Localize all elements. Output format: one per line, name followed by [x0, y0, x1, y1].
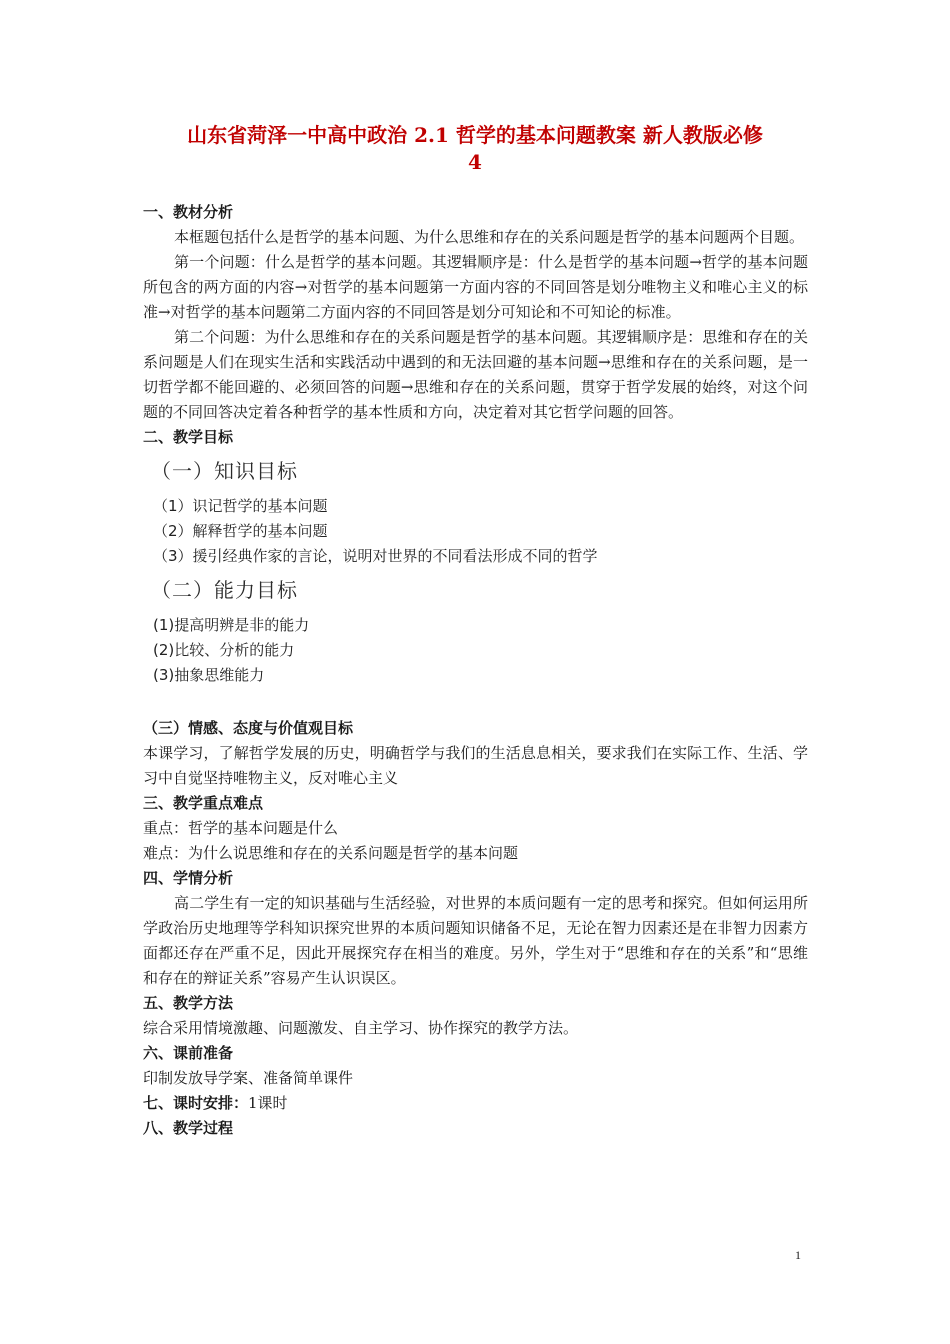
difficulty-text: 难点：为什么说思维和存在的关系问题是哲学的基本问题 [143, 844, 519, 862]
ability-item: (2)比较、分析的能力 [153, 641, 295, 659]
emotion-objectives-text: 本课学习，了解哲学发展的历史，明确哲学与我们的生活息息相关，要求我们在实际工作、生活、学习中自觉坚持唯物主义，反对唯心主义 [143, 744, 808, 787]
title-line-1: 山东省菏泽一中高中政治 2.1 哲学的基本问题教案 新人教版必修 [187, 123, 763, 147]
knowledge-item: （2）解释哲学的基本问题 [153, 522, 328, 540]
section-heading-key-points: 三、教学重点难点 [143, 794, 264, 812]
page-number: 1 [795, 1248, 801, 1262]
key-point-text: 重点：哲学的基本问题是什么 [143, 819, 339, 837]
ability-objectives-heading: （二）能力目标 [151, 578, 298, 602]
section-heading-analysis: 一、教材分析 [143, 203, 234, 221]
methods-text: 综合采用情境激趣、问题激发、自主学习、协作探究的教学方法。 [143, 1019, 579, 1037]
knowledge-item: （3）援引经典作家的言论，说明对世界的不同看法形成不同的哲学 [153, 547, 598, 565]
ability-item: (3)抽象思维能力 [153, 666, 265, 684]
preparation-text: 印制发放导学案、准备简单课件 [143, 1069, 354, 1087]
section-heading-methods: 五、教学方法 [143, 994, 234, 1012]
document-body [143, 200, 808, 1141]
analysis-paragraph-3: 第二个问题：为什么思维和存在的关系问题是哲学的基本问题。其逻辑顺序是：思维和存在的关系问题是人们在现实生活和实践活动中遇到的和无法回避的基本问题→思维和存在的关系问题，是一切哲学都不能回避的、必须回答的问题→思维和存在的关系问题，贯穿于哲学发展的始终，对这个问题的不同回答决定着各种哲学的基本性质和方向，决定着对其它哲学问题的回答。 [143, 328, 808, 421]
knowledge-item: （1）识记哲学的基本问题 [153, 497, 328, 515]
section-heading-preparation: 六、课前准备 [143, 1044, 234, 1062]
title-line-2: 4 [468, 150, 482, 174]
schedule-value: 1课时 [248, 1094, 288, 1112]
emotion-objectives-heading: （三）情感、态度与价值观目标 [143, 719, 354, 737]
student-analysis-text: 高二学生有一定的知识基础与生活经验，对世界的本质问题有一定的思考和探究。但如何运用所学政治历史地理等学科知识探究世界的本质问题知识储备不足，无论在智力因素还是在非智力因素方面都还存在严重不足，因此开展探究存在相当的难度。另外，学生对于“思维和存在的关系”和“思维和存在的辩证关系”容易产生认识误区。 [143, 894, 808, 987]
section-heading-process: 八、教学过程 [143, 1119, 234, 1137]
document-title [120, 122, 830, 176]
schedule-label: 七、课时安排： [143, 1094, 249, 1112]
knowledge-objectives-heading: （一）知识目标 [151, 459, 298, 483]
ability-item: (1)提高明辨是非的能力 [153, 616, 310, 634]
analysis-paragraph-1: 本框题包括什么是哲学的基本问题、为什么思维和存在的关系问题是哲学的基本问题两个目题。 [174, 228, 805, 246]
section-heading-schedule [143, 1091, 808, 1116]
section-heading-objectives: 二、教学目标 [143, 428, 234, 446]
analysis-paragraph-2: 第一个问题：什么是哲学的基本问题。其逻辑顺序是：什么是哲学的基本问题→哲学的基本问题所包含的两方面的内容→对哲学的基本问题第一方面内容的不同回答是划分唯物主义和唯心主义的标准→对哲学的基本问题第二方面内容的不同回答是划分可知论和不可知论的标准。 [143, 253, 808, 321]
section-heading-student-analysis: 四、学情分析 [143, 869, 234, 887]
